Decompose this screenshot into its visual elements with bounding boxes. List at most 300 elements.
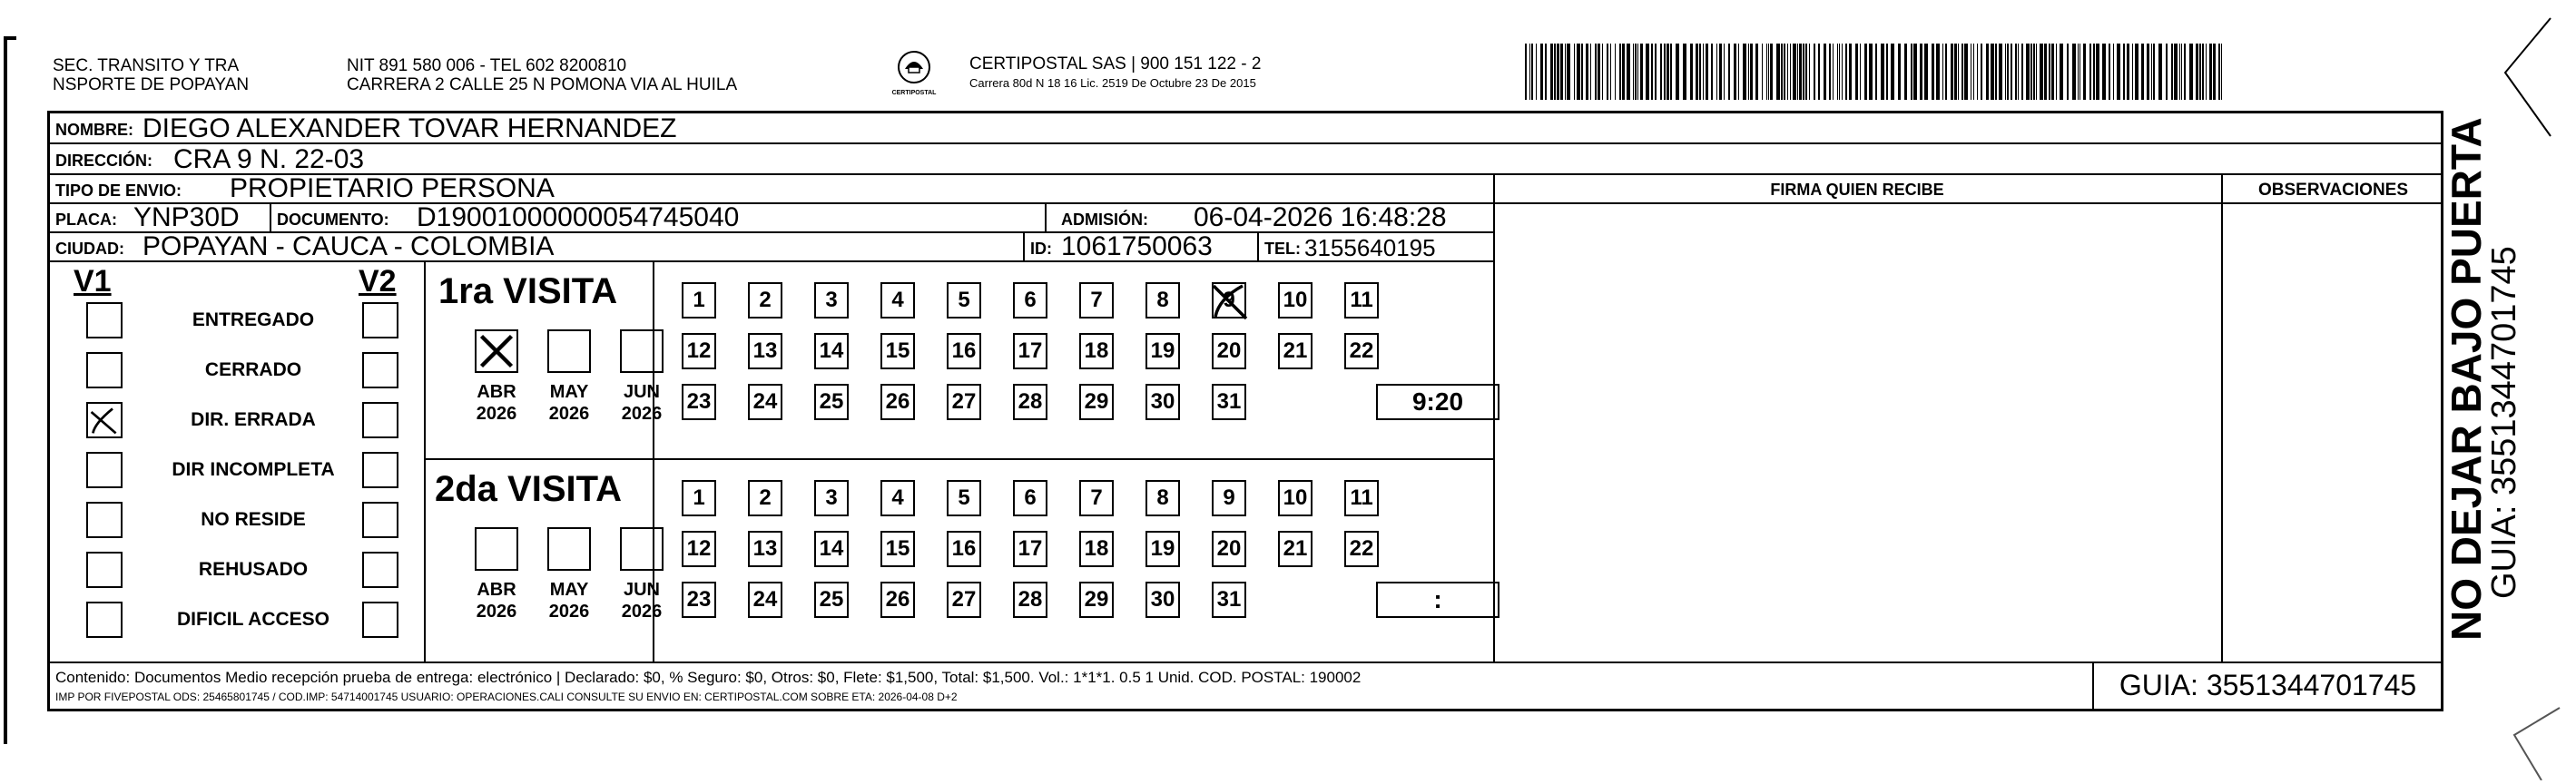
- barcode-bar: [2072, 44, 2076, 100]
- footer-divider: [50, 662, 2443, 663]
- month-label: JUN: [623, 580, 660, 600]
- admission-value: 06-04-2026 16:48:28: [1194, 202, 1447, 232]
- day-box[interactable]: 25: [814, 384, 849, 420]
- barcode-bar: [1598, 44, 1600, 100]
- day-box[interactable]: 12: [682, 333, 716, 369]
- option-label: DIFICIL ACCESO: [176, 609, 329, 630]
- barcode-bar: [1793, 44, 1796, 100]
- barcode-bar: [1839, 44, 1840, 100]
- plate-row: [50, 204, 1493, 233]
- day-box[interactable]: 5: [947, 480, 981, 516]
- observations-divider: [2221, 175, 2223, 662]
- barcode-bar: [1964, 44, 1968, 100]
- barcode-bar: [1586, 44, 1588, 100]
- certipostal-logo: [891, 49, 937, 103]
- barcode-bar: [2184, 44, 2186, 100]
- day-box[interactable]: 3: [814, 282, 849, 318]
- barcode-bar: [1711, 44, 1713, 100]
- barcode: [1525, 44, 2233, 103]
- id-divider: [1023, 233, 1025, 262]
- month-checkbox[interactable]: [475, 329, 518, 373]
- barcode-bar: [1557, 44, 1559, 100]
- day-box[interactable]: 11: [1344, 480, 1379, 516]
- barcode-bar: [1706, 44, 1708, 100]
- barcode-bar: [1734, 44, 1736, 100]
- barcode-bar: [1973, 44, 1974, 100]
- barcode-bar: [1554, 44, 1556, 100]
- company-line-2: Carrera 80d N 18 16 Lic. 2519 De Octubre 23 De 2015: [969, 76, 1256, 90]
- barcode-bar: [1699, 44, 1701, 100]
- footer-guide: GUIA: 3551344701745: [2119, 669, 2417, 701]
- barcode-bar: [1799, 44, 1802, 100]
- barcode-bar: [2181, 44, 2182, 100]
- document-label: DOCUMENTO:: [277, 211, 389, 229]
- barcode-bar: [2018, 44, 2019, 100]
- barcode-bar: [2135, 44, 2138, 100]
- month-label: JUN: [623, 382, 660, 402]
- barcode-bar: [1550, 44, 1553, 100]
- barcode-bar: [1837, 44, 1838, 100]
- sender-block: [53, 56, 249, 94]
- day-box[interactable]: 24: [748, 582, 782, 618]
- barcode-bar: [1864, 44, 1867, 100]
- v1-checkbox[interactable]: [86, 552, 123, 588]
- day-box[interactable]: 26: [880, 384, 915, 420]
- barcode-bar: [1529, 44, 1530, 100]
- barcode-bar: [1633, 44, 1634, 100]
- day-box[interactable]: 27: [947, 582, 981, 618]
- day-box[interactable]: 28: [1013, 384, 1047, 420]
- tel-divider: [1257, 233, 1259, 262]
- barcode-bar: [1875, 44, 1877, 100]
- company-block: [969, 54, 1261, 93]
- barcode-bar: [1610, 44, 1611, 100]
- tel-value: 3155640195: [1304, 234, 1436, 261]
- barcode-bar: [1991, 44, 1994, 100]
- barcode-bar: [1724, 44, 1725, 100]
- barcode-bar: [1646, 44, 1649, 100]
- day-box[interactable]: 2: [748, 480, 782, 516]
- v1-checkbox[interactable]: [86, 352, 123, 388]
- barcode-bar: [1607, 44, 1608, 100]
- barcode-bar: [2166, 44, 2168, 100]
- barcode-bar: [1581, 44, 1583, 100]
- barcode-bar: [2109, 44, 2110, 100]
- day-box[interactable]: 14: [814, 333, 849, 369]
- barcode-bar: [2196, 44, 2198, 100]
- barcode-bar: [2044, 44, 2047, 100]
- barcode-bar: [2221, 44, 2222, 100]
- barcode-bar: [1814, 44, 1815, 100]
- v1-checkbox[interactable]: [86, 402, 123, 438]
- day-box[interactable]: 10: [1278, 480, 1313, 516]
- options-divider: [424, 262, 426, 662]
- barcode-bar: [2011, 44, 2012, 100]
- month-label: MAY: [549, 382, 589, 402]
- imp-line: IMP POR FIVEPOSTAL ODS: 25465801745 / COD.IMP: 54714001745 USUARIO: OPERACIONES.CALI CONSULTE SU ENVIO EN: CERTIPOSTAL.COM SOBRE ETA: 2026-04-08 D+2: [55, 691, 958, 703]
- barcode-bar: [1716, 44, 1717, 100]
- barcode-bar: [1660, 44, 1662, 100]
- day-box[interactable]: 10: [1278, 282, 1313, 318]
- barcode-bar: [1986, 44, 1989, 100]
- barcode-bar: [1545, 44, 1547, 100]
- v1-checkbox[interactable]: [86, 452, 123, 488]
- barcode-bar: [1920, 44, 1922, 100]
- time-box[interactable]: :: [1376, 582, 1499, 618]
- day-box[interactable]: 18: [1079, 531, 1114, 567]
- barcode-bar: [1640, 44, 1643, 100]
- barcode-bar: [1748, 44, 1749, 100]
- barcode-bar: [1696, 44, 1698, 100]
- barcode-bar: [1995, 44, 1997, 100]
- barcode-bar: [1904, 44, 1907, 100]
- barcode-bar: [2117, 44, 2120, 100]
- barcode-bar: [2096, 44, 2099, 100]
- barcode-bar: [1891, 44, 1894, 100]
- v2-checkbox[interactable]: [362, 402, 398, 438]
- barcode-bar: [1913, 44, 1917, 100]
- barcode-bar: [2189, 44, 2193, 100]
- barcode-bar: [1651, 44, 1653, 100]
- v2-checkbox[interactable]: [362, 302, 398, 338]
- day-box[interactable]: 11: [1344, 282, 1379, 318]
- barcode-bar: [2158, 44, 2162, 100]
- v2-checkbox[interactable]: [362, 552, 398, 588]
- barcode-bar: [1951, 44, 1953, 100]
- name-row: [50, 113, 2441, 144]
- day-box[interactable]: 9: [1212, 480, 1246, 516]
- signature-header-line: [1493, 202, 2443, 204]
- v2-checkbox[interactable]: [362, 352, 398, 388]
- day-box[interactable]: 30: [1145, 384, 1180, 420]
- barcode-bar: [2060, 44, 2063, 100]
- day-box[interactable]: 2: [748, 282, 782, 318]
- barcode-bar: [1590, 44, 1591, 100]
- day-box[interactable]: 13: [748, 531, 782, 567]
- scan-edge-mark: [4, 36, 7, 744]
- barcode-bar: [2206, 44, 2207, 100]
- option-label: ENTREGADO: [192, 309, 315, 330]
- month-checkbox[interactable]: [547, 527, 591, 571]
- barcode-bar: [1803, 44, 1804, 100]
- day-box[interactable]: 22: [1344, 333, 1379, 369]
- barcode-bar: [1622, 44, 1625, 100]
- recipient-name: DIEGO ALEXANDER TOVAR HERNANDEZ: [143, 113, 677, 143]
- side-warning: NO DEJAR BAJO PUERTA: [2443, 117, 2490, 641]
- second-visit-title: 2da VISITA: [435, 469, 622, 509]
- day-box[interactable]: 17: [1013, 531, 1047, 567]
- barcode-bar: [1602, 44, 1603, 100]
- barcode-bar: [1845, 44, 1847, 100]
- month-checkbox[interactable]: [620, 527, 664, 571]
- barcode-bar: [1824, 44, 1826, 100]
- city-label: CIUDAD:: [55, 240, 124, 258]
- barcode-bar: [2079, 44, 2080, 100]
- barcode-bar: [1936, 44, 1940, 100]
- day-box[interactable]: 29: [1079, 582, 1114, 618]
- day-box[interactable]: 21: [1278, 531, 1313, 567]
- day-box[interactable]: 30: [1145, 582, 1180, 618]
- barcode-bar: [2199, 44, 2201, 100]
- barcode-bar: [1540, 44, 1543, 100]
- barcode-bar: [1770, 44, 1773, 100]
- barcode-bar: [1924, 44, 1928, 100]
- day-box[interactable]: 13: [748, 333, 782, 369]
- month-checkbox[interactable]: [620, 329, 664, 373]
- barcode-bar: [1942, 44, 1943, 100]
- barcode-bar: [2021, 44, 2023, 100]
- city-value: POPAYAN - CAUCA - COLOMBIA: [143, 231, 555, 261]
- barcode-bar: [1762, 44, 1763, 100]
- day-box[interactable]: 5: [947, 282, 981, 318]
- day-box[interactable]: 27: [947, 384, 981, 420]
- day-box[interactable]: 14: [814, 531, 849, 567]
- barcode-bar: [2174, 44, 2178, 100]
- barcode-bar: [1886, 44, 1888, 100]
- day-box[interactable]: 28: [1013, 582, 1047, 618]
- day-box[interactable]: 8: [1145, 480, 1180, 516]
- barcode-bar: [1981, 44, 1982, 100]
- day-box[interactable]: 17: [1013, 333, 1047, 369]
- year-label: 2026: [476, 404, 517, 424]
- barcode-bar: [2202, 44, 2204, 100]
- option-label: NO RESIDE: [201, 509, 306, 530]
- day-box[interactable]: 31: [1212, 384, 1246, 420]
- tel-label: TEL:: [1264, 240, 1301, 258]
- address-label: DIRECCIÓN:: [55, 152, 152, 170]
- plate-label: PLACA:: [55, 211, 117, 229]
- barcode-bar: [2089, 44, 2091, 100]
- barcode-bar: [1911, 44, 1912, 100]
- option-label: DIR INCOMPLETA: [172, 459, 335, 480]
- barcode-bar: [2030, 44, 2032, 100]
- day-box[interactable]: 12: [682, 531, 716, 567]
- day-box[interactable]: 6: [1013, 480, 1047, 516]
- v1-checkbox[interactable]: [86, 502, 123, 538]
- plate-divider: [270, 204, 271, 233]
- sender-line-1: SEC. TRANSITO Y TRA: [53, 56, 240, 75]
- day-box[interactable]: 1: [682, 282, 716, 318]
- barcode-bar: [1615, 44, 1616, 100]
- day-box[interactable]: 16: [947, 333, 981, 369]
- barcode-bar: [2005, 44, 2006, 100]
- barcode-bar: [1690, 44, 1693, 100]
- visit-section: [50, 262, 1493, 662]
- barcode-bar: [1755, 44, 1758, 100]
- barcode-bar: [1766, 44, 1767, 100]
- barcode-bar: [2127, 44, 2129, 100]
- barcode-bar: [2033, 44, 2035, 100]
- barcode-bar: [2093, 44, 2095, 100]
- admission-divider: [1045, 204, 1047, 233]
- scan-edge-corner: [4, 36, 16, 40]
- shipment-type: PROPIETARIO PERSONA: [230, 173, 555, 203]
- address-row: [50, 144, 2441, 175]
- address-line: CARRERA 2 CALLE 25 N POMONA VIA AL HUILA: [347, 75, 738, 94]
- barcode-bar: [1790, 44, 1791, 100]
- barcode-bar: [2153, 44, 2155, 100]
- day-box[interactable]: 16: [947, 531, 981, 567]
- day-box[interactable]: 8: [1145, 282, 1180, 318]
- day-box[interactable]: 21: [1278, 333, 1313, 369]
- document-value: D19001000000054745040: [417, 202, 740, 232]
- day-box[interactable]: 24: [748, 384, 782, 420]
- day-box[interactable]: 25: [814, 582, 849, 618]
- option-label: REHUSADO: [198, 559, 309, 580]
- barcode-bar: [1961, 44, 1963, 100]
- day-box[interactable]: 23: [682, 582, 716, 618]
- barcode-bar: [2026, 44, 2030, 100]
- barcode-bar: [1531, 44, 1533, 100]
- barcode-bar: [1667, 44, 1669, 100]
- day-box[interactable]: 18: [1079, 333, 1114, 369]
- time-box[interactable]: 9:20: [1376, 384, 1499, 420]
- day-box[interactable]: 23: [682, 384, 716, 420]
- month-label: MAY: [549, 580, 589, 600]
- visit-divider: [424, 458, 1493, 460]
- v1-label: V1: [74, 264, 112, 299]
- type-label: TIPO DE ENVIO:: [55, 181, 182, 200]
- barcode-bar: [1536, 44, 1537, 100]
- option-label: CERRADO: [204, 359, 302, 380]
- year-label: 2026: [476, 602, 517, 622]
- day-box[interactable]: 31: [1212, 582, 1246, 618]
- barcode-bar: [2179, 44, 2180, 100]
- day-box[interactable]: 20: [1212, 333, 1246, 369]
- delivery-form: [47, 111, 2443, 711]
- barcode-bar: [1595, 44, 1597, 100]
- sender-line-2: NSPORTE DE POPAYAN: [53, 75, 250, 94]
- barcode-bar: [1750, 44, 1753, 100]
- day-box[interactable]: 19: [1145, 531, 1180, 567]
- barcode-bar: [1958, 44, 1959, 100]
- month-checkbox[interactable]: [547, 329, 591, 373]
- logo-text: CERTIPOSTAL: [891, 90, 937, 96]
- day-box[interactable]: 4: [880, 480, 915, 516]
- barcode-bar: [1829, 44, 1831, 100]
- barcode-bar: [1577, 44, 1580, 100]
- day-box[interactable]: 20: [1212, 531, 1246, 567]
- day-box[interactable]: 29: [1079, 384, 1114, 420]
- barcode-bar: [2141, 44, 2144, 100]
- name-label: NOMBRE:: [55, 121, 133, 139]
- barcode-bar: [2051, 44, 2054, 100]
- barcode-bar: [1743, 44, 1746, 100]
- barcode-bar: [1784, 44, 1785, 100]
- barcode-bar: [1787, 44, 1788, 100]
- barcode-bar: [2218, 44, 2220, 100]
- barcode-bar: [2113, 44, 2114, 100]
- barcode-bar: [2067, 44, 2069, 100]
- year-label: 2026: [548, 404, 590, 424]
- barcode-bar: [1670, 44, 1672, 100]
- day-box[interactable]: 22: [1344, 531, 1379, 567]
- nit-line: NIT 891 580 006 - TEL 602 8200810: [347, 56, 627, 75]
- barcode-bar: [1683, 44, 1686, 100]
- day-box[interactable]: 19: [1145, 333, 1180, 369]
- month-label: ABR: [477, 580, 516, 600]
- barcode-bar: [2040, 44, 2043, 100]
- company-line-1: CERTIPOSTAL SAS | 900 151 122 - 2: [969, 54, 1262, 74]
- barcode-bar: [1945, 44, 1947, 100]
- plate-value: YNP30D: [133, 202, 240, 232]
- barcode-bar: [2007, 44, 2009, 100]
- barcode-bar: [1999, 44, 2002, 100]
- barcode-bar: [2036, 44, 2037, 100]
- option-label: DIR. ERRADA: [191, 409, 316, 430]
- day-box[interactable]: 7: [1079, 282, 1114, 318]
- barcode-bar: [2015, 44, 2017, 100]
- first-visit-title: 1ra VISITA: [438, 271, 618, 311]
- city-row: [50, 233, 1493, 262]
- barcode-bar: [1565, 44, 1566, 100]
- id-value: 1061750063: [1061, 231, 1213, 261]
- barcode-bar: [1781, 44, 1783, 100]
- barcode-bar: [1898, 44, 1901, 100]
- day-box[interactable]: 9: [1212, 282, 1246, 318]
- barcode-bar: [1560, 44, 1563, 100]
- barcode-bar: [1676, 44, 1679, 100]
- barcode-bar: [1809, 44, 1810, 100]
- v1-checkbox[interactable]: [86, 602, 123, 638]
- barcode-bar: [1855, 44, 1858, 100]
- barcode-bar: [2213, 44, 2216, 100]
- barcode-bar: [1655, 44, 1657, 100]
- barcode-bar: [2147, 44, 2149, 100]
- barcode-bar: [1574, 44, 1575, 100]
- barcode-bar: [1833, 44, 1834, 100]
- day-box[interactable]: 15: [880, 531, 915, 567]
- barcode-bar: [1627, 44, 1630, 100]
- v2-checkbox[interactable]: [362, 602, 398, 638]
- month-label: ABR: [477, 382, 516, 402]
- barcode-bar: [1932, 44, 1934, 100]
- barcode-bar: [1738, 44, 1739, 100]
- v2-checkbox[interactable]: [362, 502, 398, 538]
- barcode-bar: [1818, 44, 1820, 100]
- barcode-bar: [1525, 44, 1527, 100]
- barcode-bar: [2123, 44, 2125, 100]
- barcode-bar: [1567, 44, 1570, 100]
- barcode-bar: [1637, 44, 1638, 100]
- logo-icon: [896, 49, 932, 85]
- barcode-bar: [2171, 44, 2173, 100]
- barcode-bar: [1977, 44, 1978, 100]
- day-box[interactable]: 3: [814, 480, 849, 516]
- type-row: [50, 175, 1493, 204]
- day-box[interactable]: 15: [880, 333, 915, 369]
- barcode-bar: [2049, 44, 2050, 100]
- barcode-bar: [1776, 44, 1780, 100]
- day-box[interactable]: 6: [1013, 282, 1047, 318]
- barcode-bar: [1842, 44, 1843, 100]
- v2-checkbox[interactable]: [362, 452, 398, 488]
- side-guide: GUIA: 3551344701745: [2485, 246, 2523, 599]
- month-checkbox[interactable]: [475, 527, 518, 571]
- barcode-bar: [2132, 44, 2133, 100]
- day-box[interactable]: 26: [880, 582, 915, 618]
- day-box[interactable]: 4: [880, 282, 915, 318]
- recipient-address: CRA 9 N. 22-03: [173, 144, 365, 174]
- day-box[interactable]: 1: [682, 480, 716, 516]
- v1-checkbox[interactable]: [86, 302, 123, 338]
- nit-block: [347, 56, 737, 94]
- barcode-bar: [1805, 44, 1807, 100]
- admission-label: ADMISIÓN:: [1061, 211, 1148, 229]
- barcode-bar: [1728, 44, 1730, 100]
- year-label: 2026: [621, 602, 663, 622]
- day-box[interactable]: 7: [1079, 480, 1114, 516]
